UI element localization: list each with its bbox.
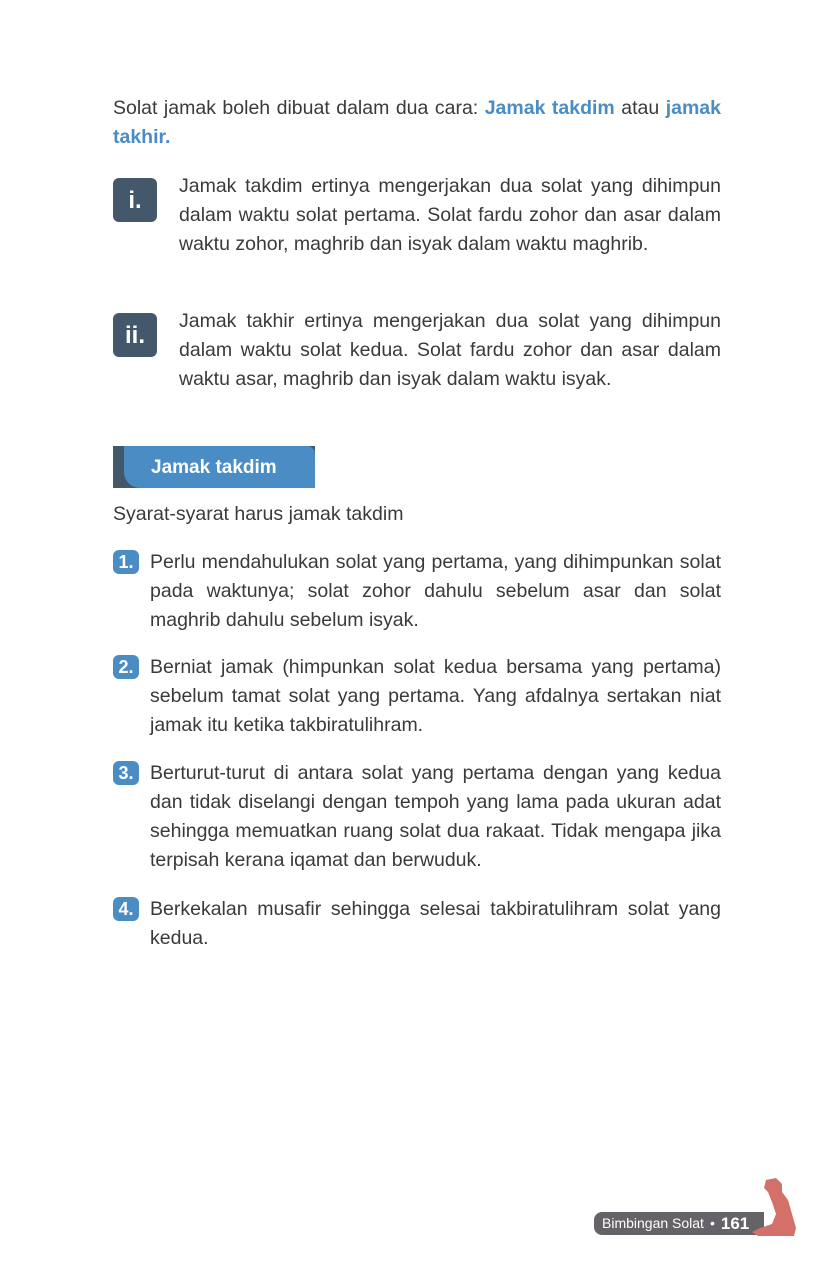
number-badge: 2. — [113, 655, 139, 679]
condition-text: Perlu mendahulukan solat yang pertama, yang dihimpunkan solat pada waktunya; solat zohor dahulu sebelum asar dan solat maghrib dahulu sebelum isyak. — [150, 551, 721, 631]
page-number: 161 — [720, 1214, 750, 1233]
intro-text: . — [165, 126, 171, 148]
page-footer — [594, 1212, 764, 1235]
section-header — [113, 446, 315, 488]
type-description: Jamak takdim ertinya mengerjakan dua solat yang dihimpun dalam waktu solat pertama. Solat fardu zohor dan asar dalam waktu zohor, maghrib dan isyak dalam waktu maghrib. — [179, 175, 721, 255]
intro-paragraph — [113, 94, 721, 152]
roman-badge: ii. — [113, 313, 157, 357]
condition-text: Berniat jamak (himpunkan solat kedua bersama yang pertama) sebelum tamat solat yang pertama. Yang afdalnya sertakan niat jamak itu ketika takbiratulihram. — [150, 656, 721, 736]
section-subtitle: Syarat-syarat harus jamak takdim — [113, 503, 404, 525]
roman-badge: i. — [113, 178, 157, 222]
condition-text: Berkekalan musafir sehingga selesai takbiratulihram solat yang kedua. — [150, 898, 721, 949]
book-title: Bimbingan Solat — [602, 1215, 704, 1231]
term-jamak-takhir: jamak takhir — [113, 97, 721, 148]
intro-text: atau — [614, 97, 666, 119]
number-badge: 3. — [113, 761, 139, 785]
number-badge: 4. — [113, 897, 139, 921]
intro-text: Solat jamak boleh dibuat dalam dua cara: — [113, 97, 485, 119]
praying-figure-icon — [752, 1178, 798, 1238]
number-badge: 1. — [113, 550, 139, 574]
section-title: Jamak takdim — [124, 446, 315, 488]
separator: • — [709, 1215, 715, 1231]
type-description: Jamak takhir ertinya mengerjakan dua solat yang dihimpun dalam waktu solat kedua. Solat fardu zohor dan asar dalam waktu asar, maghrib dan isyak dalam waktu isyak. — [179, 310, 721, 390]
term-jamak-takdim: Jamak takdim — [484, 97, 615, 119]
condition-text: Berturut-turut di antara solat yang pertama dengan yang kedua dan tidak diselangi dengan tempoh yang lama pada ukuran adat sehingga memuatkan ruang solat dua rakaat. Tidak mengapa jika terpisah kerana iqamat dan berwuduk. — [150, 762, 721, 871]
